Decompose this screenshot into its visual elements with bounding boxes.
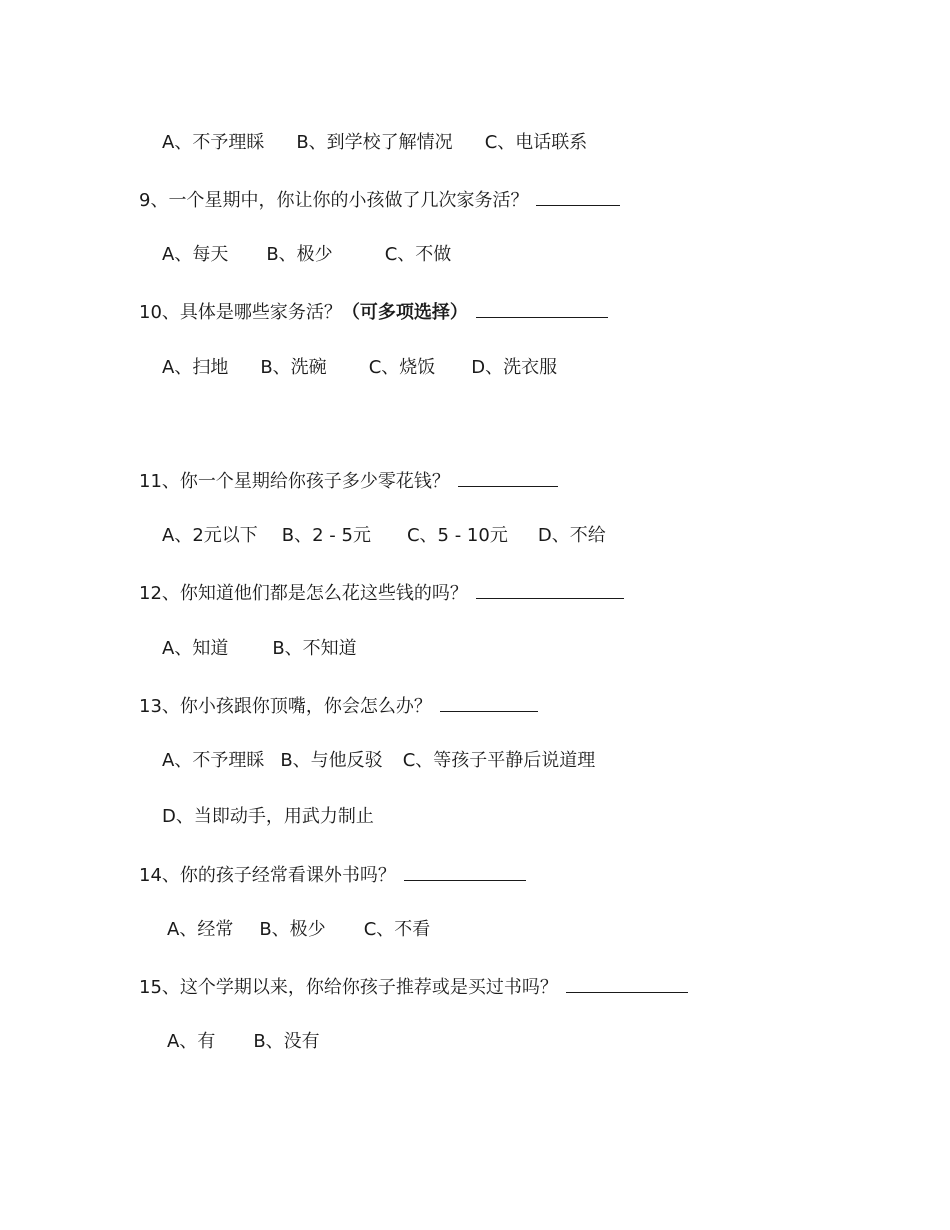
q13-option-d: D、当即动手，用武力制止: [162, 806, 374, 827]
q14-answer-blank[interactable]: [404, 862, 526, 881]
q10-text: 10、具体是哪些家务活？: [139, 302, 342, 323]
q11-question: [139, 468, 558, 494]
q13-question: [139, 693, 538, 719]
q9-question: [139, 187, 620, 213]
q14-option-b: B、极少: [259, 919, 326, 940]
q9-text: 9、一个星期中，你让你的小孩做了几次家务活？: [139, 190, 529, 211]
q14-option-c: C、不看: [363, 919, 431, 940]
q13-options-row2: [162, 805, 374, 829]
q14-text: 14、你的孩子经常看课外书吗？: [139, 865, 396, 886]
q14-question: [139, 862, 526, 888]
q11-text: 11、你一个星期给你孩子多少零花钱？: [139, 471, 450, 492]
q13-text: 13、你小孩跟你顶嘴，你会怎么办？: [139, 696, 432, 717]
q11-option-b: B、2 - 5元: [281, 525, 371, 546]
q15-option-a: A、有: [167, 1031, 216, 1052]
q11-option-c: C、5 - 10元: [406, 525, 508, 546]
q12-option-a: A、知道: [162, 638, 229, 659]
q9-option-b: B、极少: [266, 244, 333, 265]
q9-option-a: A、每天: [162, 244, 229, 265]
q12-answer-blank[interactable]: [476, 580, 624, 599]
q12-options: [162, 637, 357, 661]
q10-option-b: B、洗碗: [260, 357, 327, 378]
q14-options: [167, 918, 430, 942]
q10-options: [162, 356, 557, 380]
q9-option-c: C、不做: [384, 244, 452, 265]
q15-option-b: B、没有: [253, 1031, 320, 1052]
q15-answer-blank[interactable]: [566, 974, 688, 993]
q10-answer-blank[interactable]: [476, 299, 608, 318]
q15-options: [167, 1030, 320, 1054]
q12-text: 12、你知道他们都是怎么花这些钱的吗？: [139, 583, 468, 604]
q12-question: [139, 580, 624, 606]
q9-answer-blank[interactable]: [536, 187, 620, 206]
q8-option-a: A、不予理睬: [162, 132, 265, 153]
q10-option-c: C、烧饭: [368, 357, 436, 378]
q11-option-d: D、不给: [537, 525, 606, 546]
q11-options: [162, 524, 606, 548]
q10-question: [139, 299, 608, 325]
q13-option-a: A、不予理睬: [162, 750, 265, 771]
q13-options-row1: [162, 749, 595, 773]
q11-answer-blank[interactable]: [458, 468, 558, 487]
q13-option-b: B、与他反驳: [280, 750, 383, 771]
q10-note: （可多项选择）: [341, 302, 468, 323]
q8-option-b: B、到学校了解情况: [296, 132, 453, 153]
q14-option-a: A、经常: [167, 919, 234, 940]
q10-option-a: A、扫地: [162, 357, 229, 378]
q15-question: [139, 974, 688, 1000]
q8-option-c: C、电话联系: [484, 132, 588, 153]
q11-option-a: A、2元以下: [162, 525, 258, 546]
q10-option-d: D、洗衣服: [471, 357, 558, 378]
q13-answer-blank[interactable]: [440, 693, 538, 712]
q12-option-b: B、不知道: [272, 638, 357, 659]
q15-text: 15、这个学期以来，你给你孩子推荐或是买过书吗？: [139, 977, 558, 998]
q13-option-c: C、等孩子平静后说道理: [402, 750, 596, 771]
q8-options: [162, 131, 587, 155]
q9-options: [162, 243, 451, 267]
